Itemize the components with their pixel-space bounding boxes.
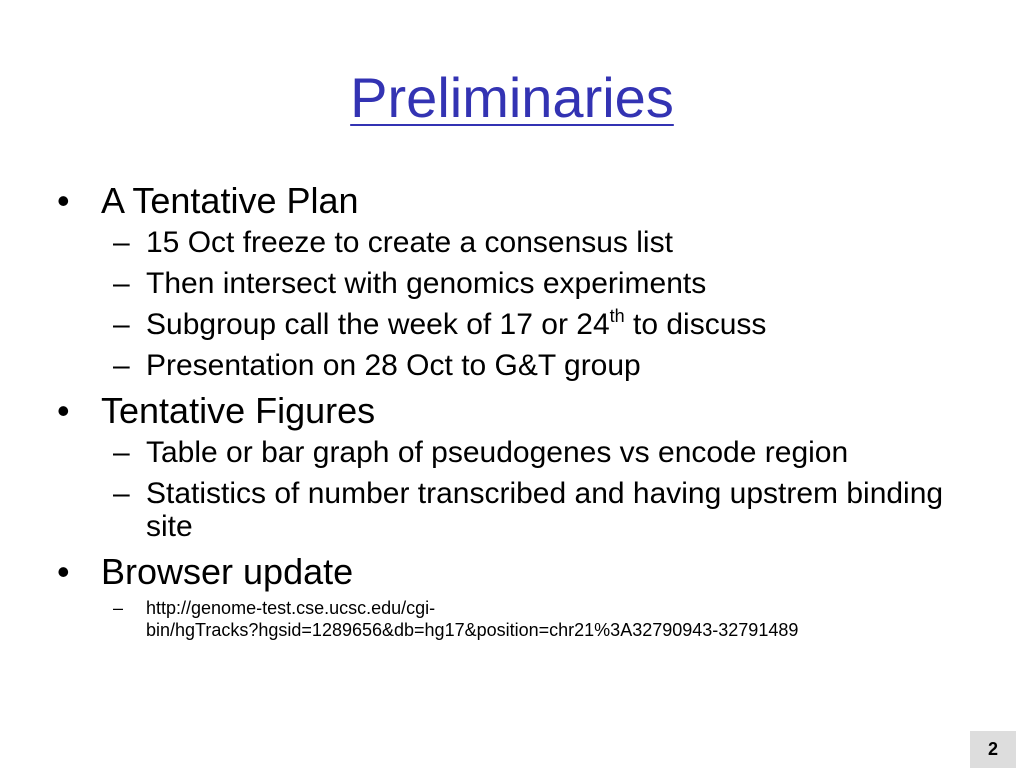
- dash-marker: –: [113, 226, 130, 259]
- bullet-marker: •: [57, 551, 70, 592]
- sub-list: [101, 597, 1024, 641]
- bullet-marker: •: [57, 390, 70, 431]
- sub-item: [0, 308, 1024, 341]
- browser-url-line-1: http://genome-test.cse.ucsc.edu/cgi-: [146, 598, 436, 618]
- dash-marker: –: [113, 598, 124, 618]
- bullet-list: [0, 180, 1024, 643]
- dash-marker: –: [113, 308, 130, 341]
- sub-item-text: Statistics of number transcribed and having upstrem binding site: [146, 477, 944, 543]
- sub-item: [0, 477, 1024, 543]
- bullet-item-tentative-plan: [0, 180, 1024, 382]
- sub-item: [0, 436, 1024, 469]
- sub-item-text-after: to discuss: [624, 308, 767, 341]
- bullet-heading: Tentative Figures: [101, 390, 376, 431]
- browser-url-line-2: bin/hgTracks?hgsid=1289656&db=hg17&position=chr21%3A32790943-32791489: [146, 620, 799, 640]
- sub-item: [0, 267, 1024, 300]
- dash-marker: –: [113, 477, 130, 510]
- sub-list: [101, 436, 1024, 543]
- bullet-marker: •: [57, 180, 70, 221]
- bullet-heading: A Tentative Plan: [101, 180, 359, 221]
- slide-title: Preliminaries: [350, 66, 674, 129]
- sub-list: [101, 226, 1024, 382]
- dash-marker: –: [113, 349, 130, 382]
- browser-url-item: [0, 597, 1024, 641]
- bullet-item-browser-update: [0, 551, 1024, 641]
- sub-item-text-before: Subgroup call the week of 17 or 24: [146, 308, 610, 341]
- dash-marker: –: [113, 436, 130, 469]
- sub-item: [0, 226, 1024, 259]
- sub-item-text: 15 Oct freeze to create a consensus list: [146, 226, 673, 259]
- bullet-heading: Browser update: [101, 551, 354, 592]
- sub-item-text: Presentation on 28 Oct to G&T group: [146, 349, 641, 382]
- page-number: 2: [970, 731, 1016, 768]
- bullet-item-tentative-figures: [0, 390, 1024, 543]
- sub-item-text: Then intersect with genomics experiments: [146, 267, 707, 300]
- dash-marker: –: [113, 267, 130, 300]
- sub-item-text: Table or bar graph of pseudogenes vs encode region: [146, 436, 849, 469]
- sub-item: [0, 349, 1024, 382]
- ordinal-superscript: th: [609, 306, 625, 326]
